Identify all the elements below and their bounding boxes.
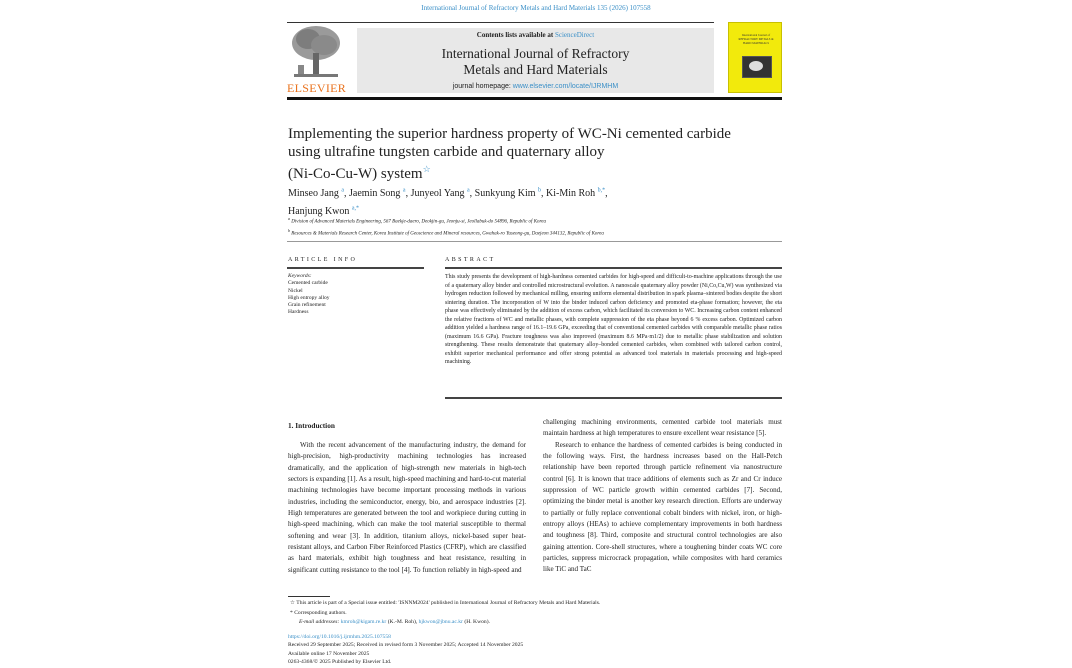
journal-title-line: Metals and Hard Materials: [463, 62, 608, 77]
title-line: (Ni-Co-Cu-W) system: [288, 166, 423, 182]
keywords-label: Keywords:: [288, 273, 312, 279]
author[interactable]: Minseo Jang $^a$,: [288, 188, 350, 200]
contents-label: Contents lists available at: [476, 31, 555, 39]
keyword: Cemented carbide: [288, 280, 328, 287]
author-affil[interactable]: a: [341, 188, 345, 194]
keywords: [288, 273, 330, 317]
keyword: High entropy alloy: [288, 294, 330, 301]
title-line: using ultrafine tungsten carbide and quaternary alloy: [288, 143, 605, 160]
author-name: Junyeol Yang: [410, 188, 465, 200]
author-affil[interactable]: a,*: [351, 205, 360, 212]
keyword: Grain refinement: [288, 302, 326, 309]
homepage-line: [357, 83, 714, 90]
doi-link[interactable]: https://doi.org/10.1016/j.ijrmhm.2025.107558: [288, 634, 391, 640]
author[interactable]: Jaemin Song $^a$,: [349, 188, 411, 200]
title-line: Implementing the superior hardness property of WC-Ni cemented carbide: [288, 126, 731, 142]
email-link[interactable]: hjkwon@jbnu.ac.kr: [418, 619, 463, 625]
divider: [445, 397, 782, 399]
footnote-divider: [288, 596, 330, 597]
journal-banner: [357, 28, 714, 93]
author-list: [288, 184, 768, 219]
keyword: Nickel: [288, 287, 303, 294]
homepage-label: journal homepage:: [452, 83, 513, 90]
author-name: Ki-Min Roh: [546, 188, 596, 200]
email-label: E-mail addresses:: [299, 619, 341, 625]
affiliation: [288, 215, 783, 227]
affiliation: [288, 227, 783, 239]
journal-cover[interactable]: [728, 22, 782, 93]
author-name: Minseo Jang: [288, 188, 339, 200]
author[interactable]: Sunkyung Kim $^b$,: [474, 188, 546, 200]
body-column-left: [288, 440, 526, 576]
divider: [287, 97, 782, 100]
elsevier-logo[interactable]: [287, 25, 345, 95]
author-name: Hanjung Kwon: [288, 205, 350, 217]
footnote-corresponding: * Corresponding authors.: [290, 609, 347, 616]
article-title: [288, 126, 768, 184]
cover-title: International Journal of REFRACTORY METALS & HARD MATERIALS: [738, 33, 774, 45]
abstract-text: This study presents the development of high-hardness cemented carbides for high-speed and difficult-to-machine applications through the use of a quaternary alloy binder and controlled microstructural evolution. A nanoscale quaternary alloy powder (Ni,Co,Cu,W) was synthesized via hydrogen reduction followed by mechanical milling, ensuring uniform elemental distribution in spark plasma–sintered bodies despite the short sintering duration. The incorporation of W into the binder induced carbon deficiency and promoted eta-phase formation; however, the eta phase was effectively eliminated by the addition of excess carbon, which facilitated its conversion to WC. Increasing carbon content enhanced the relative fractions of WC and metallic phases, with complete suppression of the eta phase beyond 6 % excess carbon. Optimized carbon addition yielded a hardness range of 16.1–19.6 GPa, exceeding that of conventional cemented carbides with comparable metallic phase ratios (maximum 16.6 GPa). Fracture toughness was also improved (maximum 8.6 MPa·m1/2) due to metallic phase stabilization and solution strengthening. These results demonstrate that quaternary alloy–bonded cemented carbides, when combined with tailored carbon control, exhibit superior mechanical performance and offer strong potential as advanced tool materials in materials processing and high-speed machining.: [445, 274, 782, 366]
affil-text: Division of Advanced Materials Engineering, 567 Baekje-daero, Deokjin-gu, Jeonju-si, Jeollabuk-do 54896, Republic of Korea: [291, 219, 547, 225]
footnote-special-issue: ☆ This article is part of a Special issue entitled: 'ISNNM2024' published in International Journal of Refractory Metals and Hard Materials.: [290, 600, 601, 606]
affil-label: b: [288, 228, 290, 234]
body-column-right: [543, 417, 782, 576]
divider: [287, 267, 424, 269]
paragraph: With the recent advancement of the manufacturing industry, the demand for high-precision, high-productivity machining technologies has increased dramatically, and the application of high-strength new materials in high-tech sectors is expanding [1]. As a result, high-speed machining and hard-to-cut material machining technologies have become important processing methods in various industries, including the semiconductor, energy, bio, and aerospace industries [2]. High temperatures are generated between the tool and workpiece during cutting in high-speed machining, which can make the tool material susceptible to thermal softening and wear [3]. In addition, titanium alloys, nickel-based super heat-resistant alloys, and Carbon Fiber Reinforced Plastics (CFRP), which are classified as hard materials, exhibit high toughness and heat resistance, resulting in significant cutting resistance to the tool [4]. To function reliably in high-speed and: [288, 441, 526, 574]
author-affil[interactable]: a: [402, 188, 406, 194]
email-owner: (K.-M. Roh),: [386, 619, 419, 625]
publication-info: [288, 633, 523, 667]
elsevier-wordmark: ELSEVIER: [287, 81, 347, 95]
divider: [445, 267, 782, 269]
author-name: Sunkyung Kim: [474, 188, 536, 200]
email-owner: (H. Kwon).: [462, 619, 490, 625]
contents-line: [357, 31, 714, 39]
homepage-link[interactable]: www.elsevier.com/locate/IJRMHM: [512, 83, 619, 90]
keyword: Hardness: [288, 309, 309, 316]
available-online: Available online 17 November 2025: [288, 650, 370, 657]
paragraph: Research to enhance the hardness of cemented carbides is being conducted in the following ways. First, the hardness increases based on the Hall-Petch relationship have been reported through particle refinement via nanostructure control [6]. It is known that trace additions of elements such as Zr and Cr induce suppression of WC particle growth within cemented carbides [7]. Second, optimizing the binder metal is another key research direction. Efforts are underway to partially or fully replace conventional cobalt binders with nickel, iron, or high-entropy alloys (HEAs) to achieve complementary improvements in both hardness and toughness [8]. Third, composite and structural control technologies are also gaining attention. Core-shell structures, where a toughening binder coats WC core particles, suppress microcrack propagation, while composites with hard ceramics like TiC and TaC: [543, 440, 782, 574]
author-affil[interactable]: b: [538, 188, 541, 194]
author-affil[interactable]: b,*: [597, 188, 606, 194]
author[interactable]: Junyeol Yang $^a$,: [410, 188, 475, 200]
section-heading-introduction: 1. Introduction: [288, 421, 335, 430]
received-dates: Received 29 September 2025; Received in revised form 3 November 2025; Accepted 14 November 2025: [288, 642, 524, 649]
article-info-heading: ARTICLE INFO: [288, 257, 358, 263]
author[interactable]: Ki-Min Roh $^{b,*}$,: [546, 188, 608, 200]
affiliations: [288, 215, 783, 239]
footnotes: [290, 599, 600, 628]
title-footnote-mark[interactable]: ☆: [422, 164, 431, 174]
abstract-heading: ABSTRACT: [445, 257, 496, 263]
journal-title: [357, 46, 714, 78]
journal-title-line: International Journal of Refractory: [441, 46, 630, 61]
paragraph: challenging machining environments, cemented carbide tool materials must maintain hardness at high temperatures to ensure excellent wear resistance [5].: [543, 418, 782, 438]
email-link[interactable]: kmroh@kigam.re.kr: [340, 619, 387, 625]
affil-text: Resources & Materials Research Center, Korea Institute of Geoscience and Mineral resources, Gwahak-ro Yuseong-gu, Daejeon 344132, Republic of Korea: [291, 231, 604, 237]
sciencedirect-link[interactable]: ScienceDirect: [554, 31, 595, 39]
affil-label: a: [288, 216, 290, 221]
cover-image: [742, 56, 772, 78]
divider: [287, 22, 714, 23]
author-affil[interactable]: a: [466, 188, 470, 194]
divider: [287, 241, 782, 242]
email-line: [290, 618, 600, 628]
journal-citation[interactable]: International Journal of Refractory Metals and Hard Materials 135 (2026) 107558: [421, 4, 651, 12]
copyright: 0263-4368/© 2025 Published by Elsevier Ltd.: [288, 659, 392, 666]
tree-logo-icon: [290, 25, 342, 79]
author-name: Jaemin Song: [349, 188, 401, 200]
